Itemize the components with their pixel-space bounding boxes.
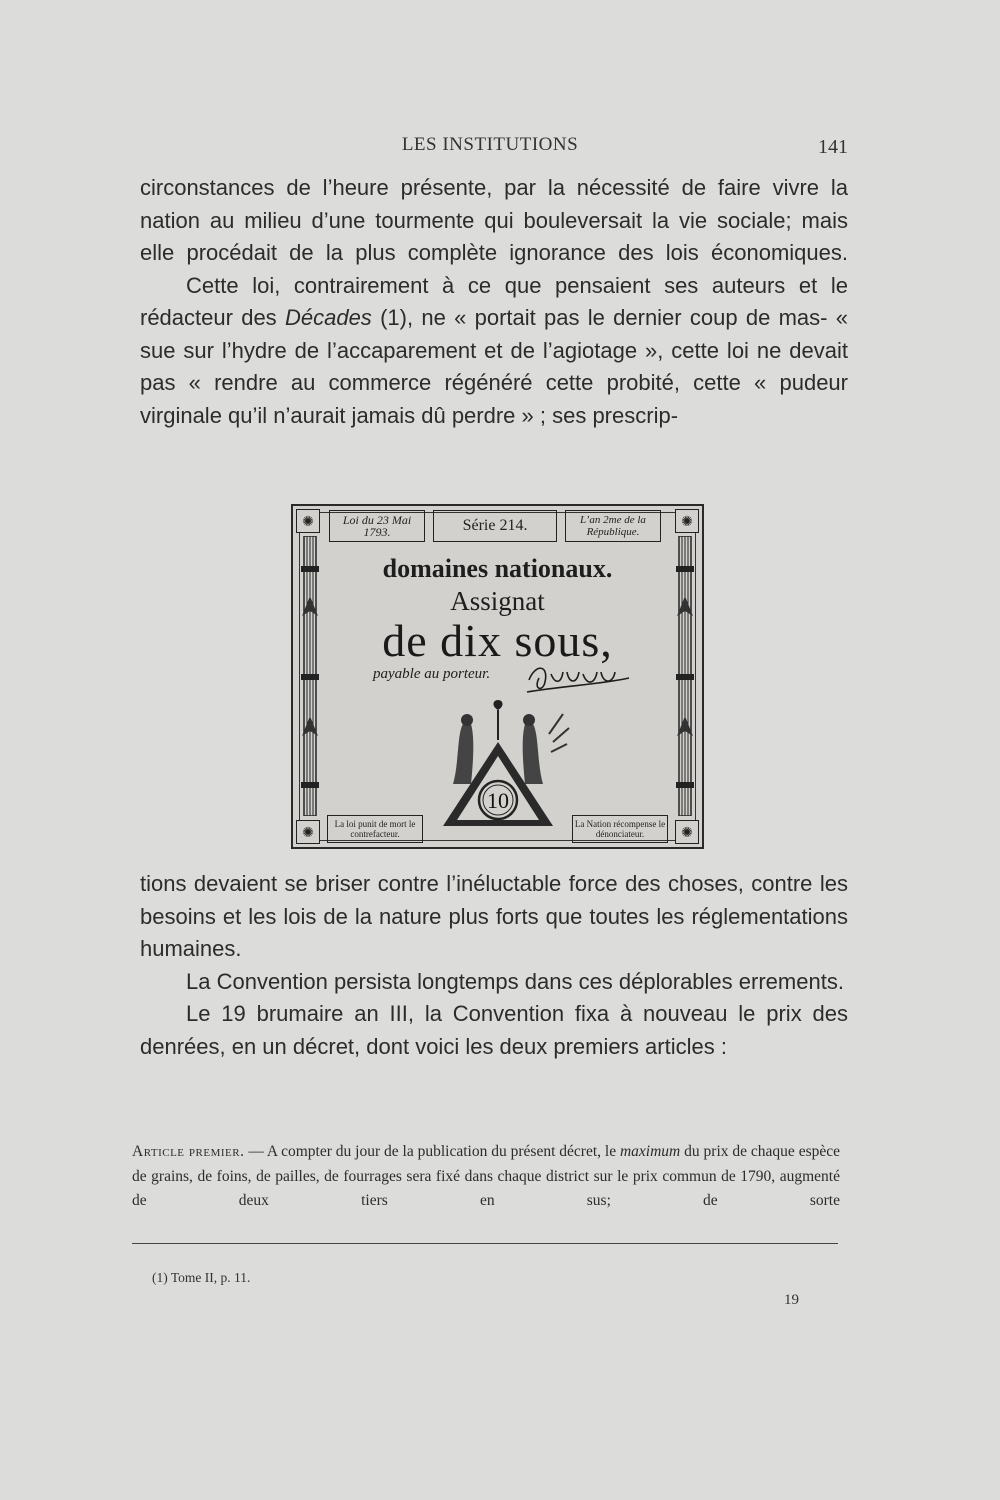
allegorical-vignette: [413, 694, 583, 828]
rosette-icon: ✺: [296, 509, 320, 533]
decree-quotation: [132, 1140, 840, 1214]
rosette-icon: ✺: [675, 509, 699, 533]
paragraph: [140, 270, 848, 433]
decree-emphasis: maximum: [619, 1143, 681, 1160]
paragraph-text: (1), ne « portait pas le dernier coup de mas- « sue sur l’hydre de l’accaparement et de l’agiotage », cette loi ne devait pas « rendre au commerce régénéré cette probité, cette « pudeur virginale qu’il n’aurait jamais dû perdre » ; ses prescrip-: [140, 305, 848, 428]
fasces-ornament-icon: [672, 536, 698, 816]
assignat-value-text: de dix sous,: [382, 615, 613, 666]
fasces-ornament-icon: [297, 536, 323, 816]
page-number: 141: [818, 136, 848, 158]
paragraph: La Convention persista longtemps dans ces déplorables errements.: [186, 968, 844, 994]
body-text-after-figure: [140, 868, 848, 1063]
rosette-icon: ✺: [675, 820, 699, 844]
assignat-heading: domaines nationaux.: [382, 554, 613, 583]
assignat-illustration: [291, 504, 704, 849]
printer-signature-mark: 19: [784, 1292, 799, 1308]
footer-left-box: La loi punit de mort le contrefacteur.: [327, 815, 423, 843]
decree-text: du prix de chaque espèce de grains, de foins, de pailles, de fourrages sera fixé dans chaque district sur le prix commun de 1790, augmenté de deux tiers en sus; de sorte: [132, 1143, 840, 1209]
paragraph: circonstances de l’heure présente, par la nécessité de faire vivre la nation au milieu d’une tourmente qui bouleversait la vie sociale; mais elle procédait de la plus complète ignorance des lois économiques.: [140, 175, 848, 265]
footnote-rule: [132, 1243, 838, 1244]
running-title: LES INSTITUTIONS: [401, 134, 579, 155]
paragraph-text: Cette loi, contrairement à ce que pensaient ses auteurs et le rédacteur des: [140, 272, 848, 330]
assignat-title: Assignat: [450, 586, 545, 616]
decree-text: — A compter du jour de la publication du présent décret, le: [244, 1143, 620, 1160]
cited-title: Décades: [284, 305, 372, 330]
denomination-numeral: 10: [487, 788, 509, 813]
serie-box: Série 214.: [433, 510, 557, 542]
footnote: (1) Tome II, p. 11.: [152, 1270, 251, 1285]
rosette-icon: ✺: [296, 820, 320, 844]
payable-text: payable au porteur.: [373, 666, 491, 682]
paragraph: tions devaient se briser contre l’inéluctable force des choses, contre les besoins et les lois de la nature plus forts que toutes les réglementations humaines.: [140, 871, 848, 961]
running-header: [140, 134, 848, 164]
body-text-before-figure: [140, 172, 848, 432]
law-date-box: Loi du 23 Mai 1793.: [329, 510, 425, 542]
year-box: L’an 2me de la République.: [565, 510, 661, 542]
article-heading: Article premier.: [132, 1143, 245, 1160]
paragraph: Le 19 brumaire an III, la Convention fixa à nouveau le prix des denrées, en un décret, dont voici les deux premiers articles :: [140, 1001, 848, 1059]
footer-right-box: La Nation récompense le dénonciateur.: [572, 815, 668, 843]
